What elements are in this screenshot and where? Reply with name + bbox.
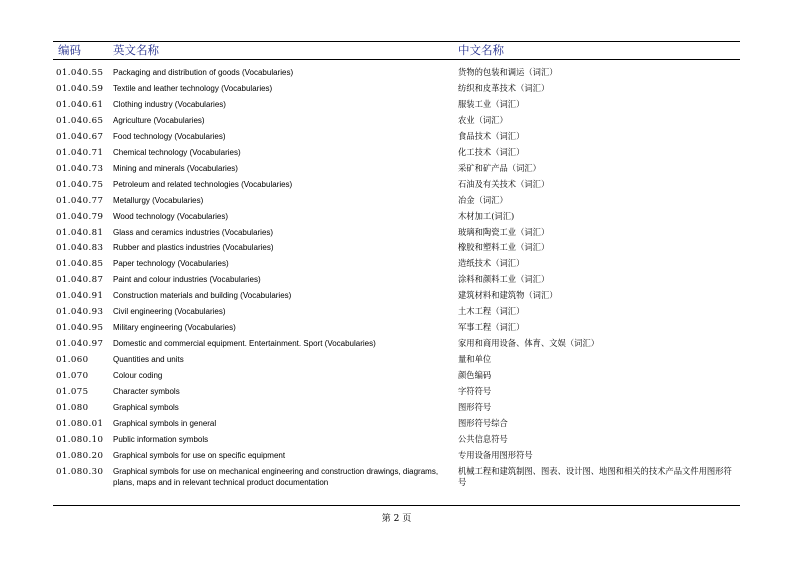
row-code: 01.040.87 — [56, 275, 104, 286]
row-english-name: Food technology (Vocabularies) — [113, 131, 226, 141]
row-chinese-name: 颜色编码 — [458, 370, 492, 381]
table-bottom-rule — [53, 505, 740, 506]
row-code: 01.040.95 — [56, 323, 104, 334]
row-code: 01.040.55 — [56, 68, 104, 78]
row-english-name: Rubber and plastics industries (Vocabularies) — [113, 243, 274, 253]
row-chinese-name: 货物的包装和调运（词汇） — [458, 67, 558, 77]
row-english-name: Chemical technology (Vocabularies) — [113, 147, 241, 157]
row-english-name: Military engineering (Vocabularies) — [113, 323, 236, 333]
row-chinese-name: 军事工程（词汇） — [458, 322, 525, 333]
row-chinese-name: 图形符号综合 — [458, 417, 508, 428]
row-code: 01.040.77 — [56, 195, 104, 206]
row-code: 01.040.83 — [56, 243, 104, 254]
table-row — [53, 83, 740, 99]
row-code: 01.080.30 — [56, 466, 104, 477]
table-row — [53, 147, 740, 163]
row-chinese-name: 化工技术（词汇） — [458, 146, 525, 157]
row-english-name: Metallurgy (Vocabularies) — [113, 195, 204, 205]
row-chinese-name: 服装工业（词汇） — [458, 98, 525, 109]
table-row — [53, 290, 740, 306]
row-code: 01.040.67 — [56, 131, 104, 142]
row-english-name: Public information symbols — [113, 434, 209, 444]
row-chinese-name: 造纸技术（词汇） — [458, 258, 525, 269]
row-chinese-name: 石油及有关技术（词汇） — [458, 178, 550, 189]
row-english-name: Packaging and distribution of goods (Vocabularies) — [113, 68, 294, 77]
row-english-name: Graphical symbols for use on specific equipment — [113, 450, 286, 460]
table-row — [53, 67, 740, 83]
row-chinese-name: 量和单位 — [458, 354, 492, 365]
row-chinese-name: 食品技术（词汇） — [458, 130, 525, 141]
table-row — [53, 115, 740, 131]
table-row — [53, 370, 740, 386]
row-chinese-name: 专用设备用图形符号 — [458, 449, 533, 460]
table-row — [53, 258, 740, 274]
row-code: 01.040.71 — [56, 147, 104, 158]
row-english-name: Glass and ceramics industries (Vocabularies) — [113, 227, 274, 237]
table-row — [53, 418, 740, 434]
row-english-name: Civil engineering (Vocabularies) — [113, 307, 226, 317]
row-code: 01.060 — [56, 355, 89, 366]
row-english-name: Domestic and commercial equipment. Entertainment. Sport (Vocabularies) — [113, 339, 376, 349]
row-code: 01.040.93 — [56, 307, 104, 318]
row-code: 01.080.20 — [56, 450, 104, 461]
table-row — [53, 465, 740, 487]
row-code: 01.080.10 — [56, 434, 104, 445]
row-chinese-name: 涂料和颜料工业（词汇） — [458, 274, 550, 285]
column-header-chinese-name: 中文名称 — [458, 43, 504, 57]
row-code: 01.080 — [56, 402, 89, 413]
table-row — [53, 450, 740, 466]
table-row — [53, 179, 740, 195]
page-number: 第 2 页 — [381, 514, 412, 524]
column-header-english-name: 英文名称 — [113, 43, 159, 57]
row-english-name: Mining and minerals (Vocabularies) — [113, 163, 238, 173]
table-row — [53, 386, 740, 402]
row-code: 01.040.75 — [56, 179, 104, 190]
row-english-name: Graphical symbols — [113, 402, 179, 412]
row-code: 01.040.61 — [56, 99, 104, 110]
row-code: 01.040.65 — [56, 115, 104, 126]
table-row — [53, 274, 740, 290]
row-code: 01.040.73 — [56, 163, 104, 174]
row-code: 01.080.01 — [56, 418, 104, 429]
table-row — [53, 99, 740, 115]
row-chinese-name: 图形符号 — [458, 401, 492, 412]
row-english-name: Petroleum and related technologies (Vocabularies) — [113, 179, 293, 189]
row-english-name: Wood technology (Vocabularies) — [113, 211, 229, 221]
row-english-name: Clothing industry (Vocabularies) — [113, 99, 226, 109]
row-chinese-name: 机械工程和建筑制图、图表、设计图、地图和相关的技术产品文件用图形符号 — [458, 465, 732, 487]
table-row — [53, 306, 740, 322]
row-chinese-name: 橡胶和塑料工业（词汇） — [458, 242, 550, 253]
table-row — [53, 163, 740, 179]
table-row — [53, 434, 740, 450]
row-code: 01.040.81 — [56, 227, 104, 238]
column-header-code: 编码 — [58, 43, 81, 57]
row-chinese-name: 建筑材料和建筑物（词汇） — [458, 290, 558, 301]
row-chinese-name: 采矿和矿产品（词汇） — [458, 162, 541, 173]
row-english-name: Character symbols — [113, 387, 180, 396]
row-english-name: Quantities and units — [113, 355, 184, 365]
row-english-name: Graphical symbols in general — [113, 418, 217, 428]
table-row — [53, 322, 740, 338]
row-english-name: Textile and leather technology (Vocabularies) — [113, 84, 273, 93]
table-header-rule — [53, 59, 740, 60]
row-english-name: Colour coding — [113, 371, 163, 381]
row-code: 01.075 — [56, 387, 89, 397]
row-chinese-name: 木材加工(词汇) — [458, 210, 515, 221]
row-chinese-name: 农业（词汇） — [458, 114, 508, 125]
row-english-name: Graphical symbols for use on mechanical engineering and construction drawings, diagrams, plans, maps and in relevant technical product documentation — [113, 466, 439, 487]
row-chinese-name: 公共信息符号 — [458, 433, 508, 444]
table-row — [53, 242, 740, 258]
table-row — [53, 211, 740, 227]
row-chinese-name: 玻璃和陶瓷工业（词汇） — [458, 226, 550, 237]
row-chinese-name: 冶金（词汇） — [458, 194, 508, 205]
row-code: 01.040.59 — [56, 84, 104, 94]
table-top-rule — [53, 41, 740, 42]
table-row — [53, 402, 740, 418]
row-chinese-name: 土木工程（词汇） — [458, 306, 525, 317]
row-code: 01.070 — [56, 371, 89, 382]
row-code: 01.040.97 — [56, 339, 104, 350]
row-english-name: Agriculture (Vocabularies) — [113, 115, 205, 125]
row-code: 01.040.91 — [56, 291, 104, 302]
row-code: 01.040.85 — [56, 259, 104, 270]
row-code: 01.040.79 — [56, 211, 104, 222]
row-english-name: Construction materials and building (Vocabularies) — [113, 291, 292, 301]
table-row — [53, 195, 740, 211]
table-row — [53, 338, 740, 354]
table-row — [53, 354, 740, 370]
row-english-name: Paper technology (Vocabularies) — [113, 259, 229, 269]
table-row — [53, 131, 740, 147]
row-chinese-name: 家用和商用设备、体育、文娱（词汇） — [458, 338, 600, 349]
row-chinese-name: 字符符号 — [458, 386, 492, 396]
row-chinese-name: 纺织和皮革技术（词汇） — [458, 83, 550, 93]
table-row — [53, 227, 740, 243]
row-english-name: Paint and colour industries (Vocabularies) — [113, 275, 261, 285]
